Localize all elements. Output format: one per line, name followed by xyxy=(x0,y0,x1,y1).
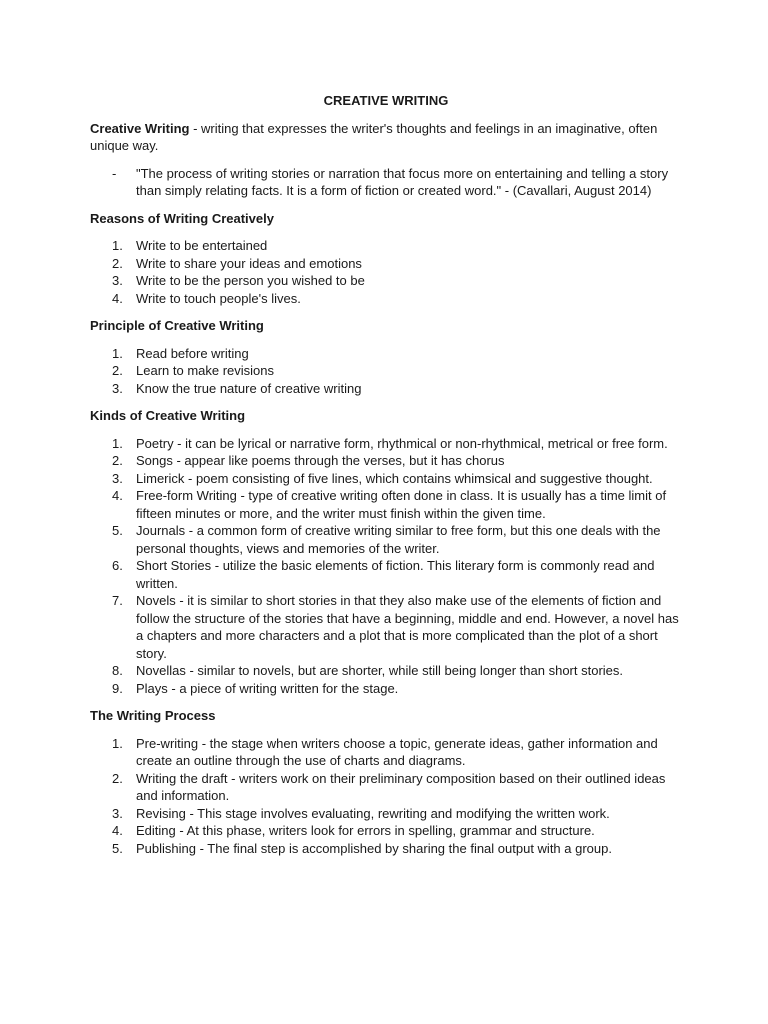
list-item-text: Editing - At this phase, writers look for errors in spelling, grammar and structure. xyxy=(136,823,595,838)
list-item-number: 5. xyxy=(112,840,123,856)
list-item xyxy=(90,272,682,290)
list-item xyxy=(90,435,682,453)
document-title: CREATIVE WRITING xyxy=(323,93,449,108)
list-item-number: 1. xyxy=(112,345,123,361)
quote-list xyxy=(90,165,682,200)
list-item-number: 1. xyxy=(112,435,123,451)
list-item-number: 4. xyxy=(112,823,123,838)
list-item-number: 4. xyxy=(112,488,123,503)
list-item-number: 3. xyxy=(112,273,123,288)
list-item-text: Write to be the person you wished to be xyxy=(136,273,365,288)
list-item-text: Plays - a piece of writing written for the stage. xyxy=(136,680,399,696)
list-item-text: Songs - appear like poems through the verses, but it has chorus xyxy=(136,453,505,468)
list-item xyxy=(90,662,682,680)
list-item-text: Read before writing xyxy=(136,345,249,361)
list-item-number: 2. xyxy=(112,363,123,378)
numbered-list-kinds-of-creative-writing xyxy=(90,435,682,698)
list-item-text: Free-form Writing - type of creative writing often done in class. It is usually has a time limit of fifteen minutes or more, and the writer must finish within the given time. xyxy=(136,488,667,521)
intro-term: Creative Writing xyxy=(90,120,190,136)
list-item xyxy=(90,840,682,858)
list-item-text: Writing the draft - writers work on their preliminary composition based on their outlined ideas and information. xyxy=(136,770,666,803)
list-item-text: Pre-writing - the stage when writers choose a topic, generate ideas, gather information and create an outline through the use of charts and diagrams. xyxy=(136,735,658,768)
list-item xyxy=(90,680,682,698)
list-item xyxy=(90,380,682,398)
list-item-number: 6. xyxy=(112,558,123,573)
numbered-list-reasons-of-writing-creatively xyxy=(90,237,682,307)
list-item-number: 8. xyxy=(112,663,123,678)
list-item-text: Write to be entertained xyxy=(136,238,268,253)
document-page xyxy=(90,92,682,867)
list-item xyxy=(90,735,682,770)
list-item-text: Revising - This stage involves evaluating, rewriting and modifying the written work. xyxy=(136,805,610,821)
list-item-text: Limerick - poem consisting of five lines, which contains whimsical and suggestive thought. xyxy=(136,470,653,486)
list-item xyxy=(90,452,682,470)
list-item xyxy=(90,290,682,308)
list-item-number: 4. xyxy=(112,290,123,306)
list-item-text: Journals - a common form of creative writing similar to free form, but this one deals with the personal thoughts, views and memories of the writer. xyxy=(136,523,661,556)
numbered-list-principle-of-creative-writing xyxy=(90,345,682,398)
sections-container xyxy=(90,210,682,858)
list-item-number: 3. xyxy=(112,470,123,486)
numbered-list-the-writing-process xyxy=(90,735,682,858)
list-item-text: Novels - it is similar to short stories in that they also make use of the elements of fiction and follow the structure of the stories that have a beginning, middle and end. However, a novel has a chapters and more characters and a plot that is more complicated than the plot of a short story. xyxy=(136,593,679,661)
list-item-number: 5. xyxy=(112,523,123,538)
list-item-number: 2. xyxy=(112,255,123,271)
list-item-text: Poetry - it can be lyrical or narrative form, rhythmical or non-rhythmical, metrical or free form. xyxy=(136,435,668,451)
list-item-text: Write to share your ideas and emotions xyxy=(136,255,362,271)
list-item-text: Novellas - similar to novels, but are shorter, while still being longer than short stories. xyxy=(136,663,623,678)
section-heading-principle-of-creative-writing: Principle of Creative Writing xyxy=(90,318,264,333)
list-item-number: 2. xyxy=(112,453,123,468)
list-item-number: 2. xyxy=(112,770,123,786)
list-item-number: 9. xyxy=(112,680,123,696)
list-item xyxy=(90,255,682,273)
list-item-text: Know the true nature of creative writing xyxy=(136,380,362,396)
list-item-number: 3. xyxy=(112,380,123,396)
intro-definition: - writing that expresses the writer's thoughts and feelings in an imaginative, often unique way. xyxy=(90,120,658,153)
list-item xyxy=(90,592,682,662)
list-item xyxy=(90,805,682,823)
list-item-text: Write to touch people's lives. xyxy=(136,290,301,306)
list-item-number: 3. xyxy=(112,805,123,821)
list-item-number: 1. xyxy=(112,238,123,253)
list-item-text: Short Stories - utilize the basic elements of fiction. This literary form is commonly read and written. xyxy=(136,558,655,591)
section-heading-kinds-of-creative-writing: Kinds of Creative Writing xyxy=(90,408,246,423)
intro-paragraph xyxy=(90,120,682,155)
list-item-text: Publishing - The final step is accomplished by sharing the final output with a group. xyxy=(136,840,612,856)
list-item-number: 1. xyxy=(112,735,123,751)
section-heading-reasons-of-writing-creatively: Reasons of Writing Creatively xyxy=(90,210,274,226)
list-item xyxy=(90,822,682,840)
list-item xyxy=(90,487,682,522)
list-item xyxy=(90,557,682,592)
list-item xyxy=(90,470,682,488)
list-item-number: 7. xyxy=(112,593,123,608)
list-item xyxy=(90,345,682,363)
list-item-text: Learn to make revisions xyxy=(136,363,275,378)
quote-text: "The process of writing stories or narration that focus more on entertaining and telling a story than simply relating facts. It is a form of fiction or created word." - (Cavallari, August 2014) xyxy=(136,165,669,198)
dash-marker: - xyxy=(112,165,117,181)
quote-item xyxy=(90,165,682,200)
list-item xyxy=(90,522,682,557)
section-heading-the-writing-process: The Writing Process xyxy=(90,708,216,723)
list-item xyxy=(90,362,682,380)
list-item xyxy=(90,770,682,805)
list-item xyxy=(90,237,682,255)
